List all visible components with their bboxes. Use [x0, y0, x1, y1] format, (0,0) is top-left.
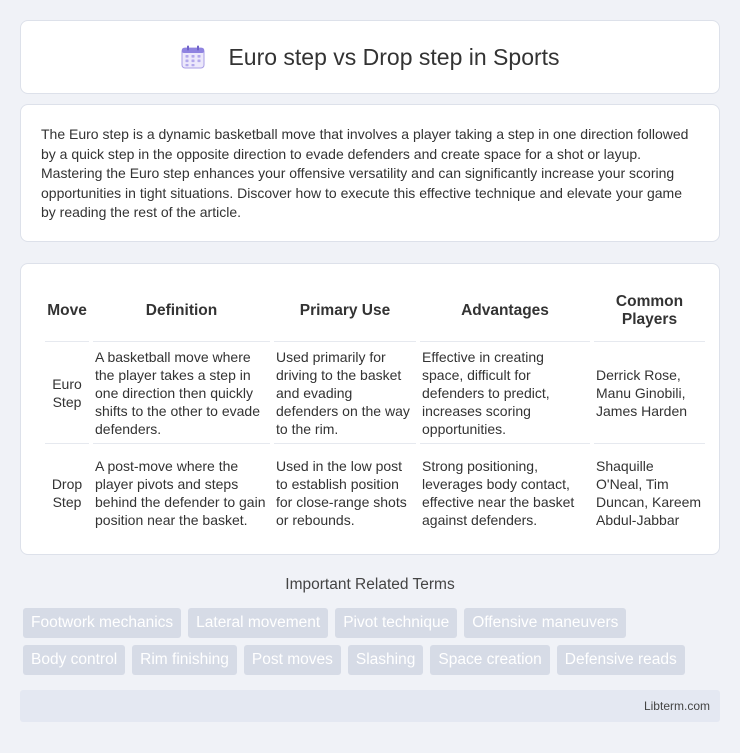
footer	[20, 690, 720, 722]
tag-space-creation[interactable]: Space creation	[430, 645, 549, 675]
cell-advantages: Strong positioning, leverages body contact, effective near the basket against defenders.	[422, 458, 575, 528]
cell-advantages: Effective in creating space, difficult for defenders to predict, increases scoring opportunities.	[420, 342, 590, 444]
intro-text: The Euro step is a dynamic basketball move that involves a player taking a step in one direction followed by a quick step in the opposite direction to evade defenders and create space for a shot or layup. Mastering the Euro step enhances your offensive versatility and can significantly increase your scoring opportunities in tight situations. Discover how to execute this effective technique and elevate your game by reading the rest of the article.	[41, 126, 689, 221]
header-definition: Definition	[93, 280, 270, 342]
tag-row	[23, 645, 723, 675]
cell-players: Derrick Rose, Manu Ginobili, James Harden	[594, 342, 705, 444]
tag-slashing[interactable]: Slashing	[348, 645, 423, 675]
tag-offensive-maneuvers[interactable]: Offensive maneuvers	[464, 608, 626, 638]
tag-row	[23, 608, 723, 638]
table-header-row	[45, 280, 705, 342]
comparison-table	[41, 280, 709, 542]
tag-pivot-technique[interactable]: Pivot technique	[335, 608, 457, 638]
cell-definition: A post-move where the player pivots and steps behind the defender to gain position near the basket.	[95, 458, 266, 528]
header-primary-use: Primary Use	[274, 280, 416, 342]
cell-move: Drop Step	[51, 476, 83, 510]
calendar-grid-icon	[180, 44, 206, 70]
cell-definition: A basketball move where the player takes a step in one direction then quickly shifts to the other to evade defenders.	[93, 342, 270, 444]
cell-primary-use: Used primarily for driving to the basket and evading defenders on the way to the rim.	[274, 342, 416, 444]
cell-move: Euro Step	[45, 342, 89, 444]
table-row	[45, 444, 705, 542]
tag-lateral-movement[interactable]: Lateral movement	[188, 608, 328, 638]
related-terms-tags	[23, 608, 723, 682]
intro-card	[20, 104, 720, 242]
cell-players: Shaquille O'Neal, Tim Duncan, Kareem Abdul-Jabbar	[596, 458, 702, 528]
tag-footwork-mechanics[interactable]: Footwork mechanics	[23, 608, 181, 638]
tag-post-moves[interactable]: Post moves	[244, 645, 341, 675]
tag-body-control[interactable]: Body control	[23, 645, 125, 675]
cell-primary-use: Used in the low post to establish position for close-range shots or rebounds.	[276, 458, 407, 528]
tag-defensive-reads[interactable]: Defensive reads	[557, 645, 685, 675]
footer-site-link[interactable]: Libterm.com	[643, 699, 710, 713]
table-row	[45, 342, 705, 444]
related-terms-title: Important Related Terms	[285, 576, 455, 593]
title-card	[20, 20, 720, 94]
page-title: Euro step vs Drop step in Sports	[228, 43, 560, 70]
header-move: Move	[45, 280, 89, 342]
comparison-table-card	[20, 263, 720, 555]
tag-rim-finishing[interactable]: Rim finishing	[132, 645, 237, 675]
header-common-players: Common Players	[594, 280, 705, 342]
header-advantages: Advantages	[420, 280, 590, 342]
